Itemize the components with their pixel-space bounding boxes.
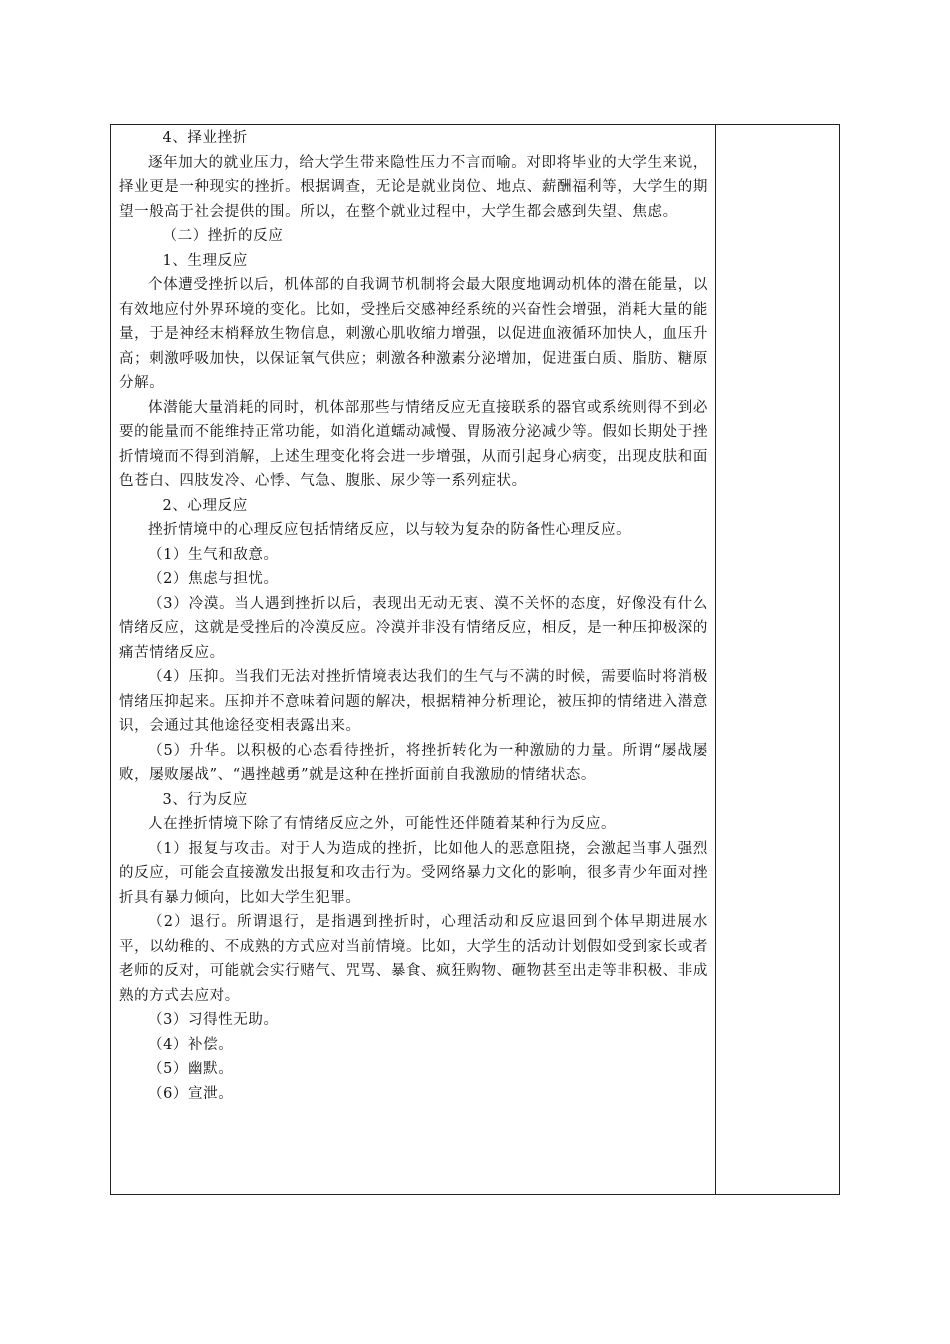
paragraph: （3）习得性无助。 — [148, 1012, 279, 1028]
paragraph: 4、择业挫折 — [162, 130, 248, 146]
table-content-cell — [119, 126, 708, 1106]
paragraph: （二）挫折的反应 — [162, 228, 284, 244]
paragraph: 逐年加大的就业压力，给大学生带来隐性压力不言而喻。对即将毕业的大学生来说，择业更是一种现实的挫折。根据调查，无论是就业岗位、地点、薪酬福利等，大学生的期望一般高于社会提供的围。所以，在整个就业过程中，大学生都会感到失望、焦虑。 — [119, 154, 708, 220]
paragraph: 挫折情境中的心理反应包括情绪反应，以与较为复杂的防备性心理反应。 — [148, 522, 632, 538]
paragraph: （5）幽默。 — [148, 1061, 234, 1077]
paragraph: 体潜能大量消耗的同时，机体部那些与情绪反应无直接联系的器官或系统则得不到必要的能量而不能维持正常功能，如消化道蠕动减慢、胃肠液分泌减少等。假如长期处于挫折情境而不得到消解，上述生理变化将会进一步增强，从而引起身心病变，出现皮肤和面色苍白、四肢发冷、心悸、气急、腹胀、尿少等一系列症状。 — [119, 399, 708, 489]
table-side-column — [715, 125, 716, 1194]
paragraph: （2）焦虑与担忧。 — [148, 571, 279, 587]
paragraph: 个体遭受挫折以后，机体部的自我调节机制将会最大限度地调动机体的潜在能量，以有效地应付外界环境的变化。比如，受挫后交感神经系统的兴奋性会增强，消耗大量的能量，于是神经末梢释放生物信息，刺激心肌收缩力增强，以促进血液循环加快人，血压升高；刺激呼吸加快，以保证氧气供应；刺激各种激素分泌增加，促进蛋白质、脂肪、糖原分解。 — [119, 277, 708, 391]
paragraph: （5）升华。以积极的心态看待挫折，将挫折转化为一种激励的力量。所谓“屡战屡败，屡败屡战”、“遇挫越勇”就是这种在挫折面前自我激励的情绪状态。 — [119, 742, 708, 783]
paragraph: 3、行为反应 — [162, 791, 248, 808]
paragraph: （2）退行。所谓退行，是指遇到挫折时，心理活动和反应退回到个体早期进展水平，以幼稚的、不成熟的方式应对当前情境。比如，大学生的活动计划假如受到家长或者老师的反对，可能就会实行赌气、咒骂、暴食、疯狂购物、砸物甚至出走等非积极、非成熟的方式去应对。 — [119, 914, 708, 1004]
paragraph: （3）冷漠。当人遇到挫折以后，表现出无动无衷、漠不关怀的态度，好像没有什么情绪反应，这就是受挫后的冷漠反应。冷漠并非没有情绪反应，相反，是一种压抑极深的痛苦情绪反应。 — [119, 595, 708, 661]
paragraph: （1）生气和敌意。 — [148, 546, 279, 563]
paragraph: （4）压抑。当我们无法对挫折情境表达我们的生气与不满的时候，需要临时将消极情绪压抑起来。压抑并不意味着问题的解决，根据精神分析理论，被压抑的情绪进入潜意识，会通过其他途径变相表露出来。 — [119, 669, 708, 734]
paragraph: （6）宣泄。 — [148, 1085, 234, 1102]
document-table — [110, 124, 840, 1195]
paragraph: 1、生理反应 — [162, 252, 248, 269]
paragraph: （4）补偿。 — [148, 1036, 234, 1053]
paragraph: 2、心理反应 — [162, 497, 248, 514]
paragraph: （1）报复与攻击。对于人为造成的挫折，比如他人的恶意阻挠，会激起当事人强烈的反应，可能会直接激发出报复和攻击行为。受网络暴力文化的影响，很多青少年面对挫折具有暴力倾向，比如大学生犯罪。 — [119, 840, 708, 906]
paragraph: 人在挫折情境下除了有情绪反应之外，可能性还伴随着某种行为反应。 — [148, 816, 617, 832]
